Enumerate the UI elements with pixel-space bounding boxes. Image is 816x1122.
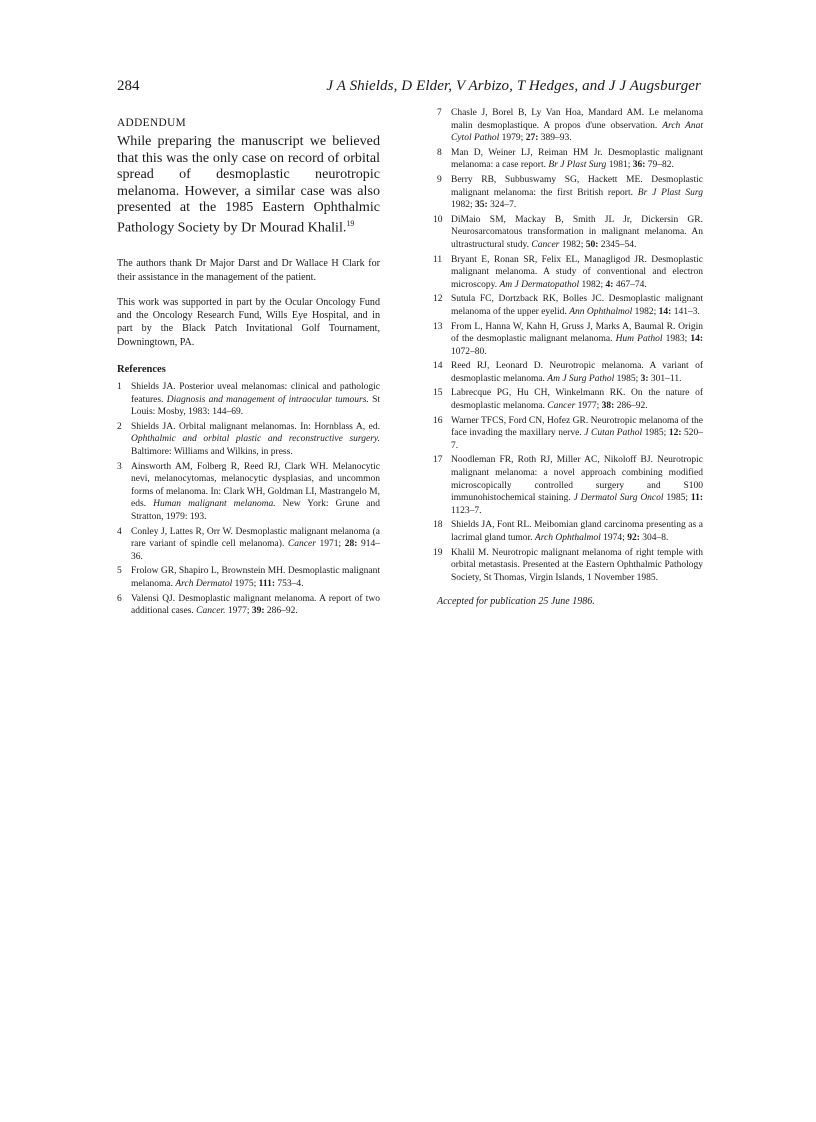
reference-number: 15 — [433, 388, 443, 399]
reference-item — [117, 593, 380, 618]
reference-vol: 111: — [258, 578, 275, 589]
running-head-authors: J A Shields, D Elder, V Arbizo, T Hedges, and J J Augsburger — [326, 78, 701, 94]
reference-post: St Louis: Mosby, 1983: 144–69. — [131, 394, 380, 418]
accepted-date: Accepted for publication 25 June 1986. — [437, 596, 595, 608]
reference-pages: 2345–54. — [598, 239, 637, 250]
reference-pre: Shields JA. Posterior uveal melanomas: clinical and pathologic features. — [131, 382, 380, 405]
reference-number: 4 — [117, 526, 122, 537]
reference-pre: Chasle J, Borel B, Ly Van Hoa, Mandard AM. Le melanoma malin desmoplastique. A propos d'une observation. — [451, 108, 703, 131]
reference-post: 1982; — [451, 200, 476, 211]
reference-it: Cancer — [547, 401, 576, 412]
reference-post: 1985; — [642, 428, 669, 439]
reference-pre: Valensi QJ. Desmoplastic malignant melanoma. A report of two additional cases. — [131, 593, 380, 617]
reference-item — [433, 454, 704, 517]
reference-vol: 4: — [605, 279, 614, 290]
reference-pages: 286–92. — [264, 606, 298, 617]
funding-statement: This work was supported in part by the Ocular Oncology Fund and the Oncology Research Fund, Wills Eye Hospital, and in part by the Black Patch Invitational Golf Tournament, Downingtown, PA. — [117, 296, 380, 348]
reference-it: Arch Dermatol — [175, 578, 233, 589]
reference-pre: Berry RB, Subbuswamy SG, Hackett ME. Desmoplastic malignant melanoma: the first British report. — [451, 174, 703, 198]
reference-it: Ann Ophthalmol — [569, 306, 633, 317]
reference-post: 1977; — [225, 606, 252, 617]
reference-it: Am J Surg Pathol — [547, 373, 615, 384]
reference-it: Br J Plast Surg — [637, 187, 703, 198]
reference-item — [433, 547, 703, 585]
reference-post: 1985; — [614, 373, 641, 384]
reference-post: New York: Grune and Stratton, 1979: 193. — [131, 499, 380, 522]
reference-pre: Noodleman FR, Roth RJ, Miller AC, Nikoloff BJ. Neurotropic malignant melanoma: a novel approach combining modified microscopically controlled surgery and S100 immunohistochemical staining. — [451, 455, 703, 504]
reference-post: 1981; — [606, 160, 633, 171]
reference-list-right — [433, 107, 704, 584]
reference-pages: 1123–7. — [451, 505, 482, 516]
page-number: 284 — [117, 78, 140, 94]
reference-number: 8 — [437, 147, 442, 158]
reference-item — [433, 387, 703, 412]
reference-pre: Bryant E, Ronan SR, Felix EL, Managligod JR. Desmoplastic malignant melanoma. A study of conventional and electron microscopy. — [451, 254, 703, 290]
reference-it: Cancer. — [196, 606, 226, 617]
reference-item — [117, 421, 380, 459]
reference-pre: Shields JA, Font RL. Meibomian gland carcinoma presenting as a lacrimal gland tumor. — [451, 520, 703, 543]
addendum-citation: 19 — [346, 218, 355, 228]
reference-item — [433, 254, 703, 292]
reference-number: 2 — [117, 421, 122, 432]
reference-pages: 753–4. — [275, 578, 304, 589]
reference-item — [117, 381, 380, 419]
reference-vol: 11: — [690, 493, 704, 504]
reference-it: J Dermatol Surg Oncol — [573, 493, 664, 504]
reference-pre: Khalil M. Neurotropic malignant melanoma of right temple with orbital metastasis. Presented at the Eastern Ophthalmic Pathology Society, St Thomas, Virgin Islands, 1 November 1985. — [451, 547, 703, 583]
reference-vol: 38: — [601, 401, 615, 412]
reference-pre: Reed RJ, Leonard D. Neurotropic melanoma. A variant of desmoplastic melanoma. — [451, 361, 703, 384]
reference-number: 9 — [437, 174, 442, 185]
reference-pre: Man D, Weiner LJ, Reiman HM Jr. Desmoplastic malignant melanoma: a case report. — [451, 147, 703, 171]
page-header — [117, 78, 701, 100]
reference-item — [117, 461, 380, 524]
reference-pages: 467–74. — [613, 279, 647, 290]
reference-vol: 36: — [632, 160, 646, 171]
reference-pre: Frolow GR, Shapiro L, Brownstein MH. Desmoplastic malignant melanoma. — [131, 566, 380, 589]
reference-post: 1977; — [575, 401, 602, 412]
reference-it: Arch Ophthalmol — [534, 533, 601, 543]
reference-number: 18 — [433, 520, 443, 531]
reference-item — [433, 360, 703, 385]
reference-pages: 141–3. — [671, 306, 700, 317]
reference-it: Hum Pathol — [615, 334, 663, 345]
reference-number: 17 — [433, 455, 443, 466]
reference-vol: 35: — [475, 200, 488, 211]
reference-vol: 12: — [668, 428, 682, 439]
reference-pre: DiMaio SM, Mackay B, Smith JL Jr, Dickersin GR. Neurosarcomatous transformation in malignant melanoma. An ultrastructural study. — [451, 214, 703, 250]
reference-pre: From L, Hanna W, Kahn H, Gruss J, Marks A, Baumal R. Origin of the desmoplastic malignant melanoma. — [451, 321, 703, 345]
reference-pre: Sutula FC, Dortzback RK, Bolles JC. Desmoplastic malignant melanoma of the upper eyelid. — [451, 294, 703, 317]
reference-it: Br J Plast Surg — [548, 160, 607, 171]
reference-vol: 3: — [640, 373, 649, 384]
reference-item — [117, 526, 380, 564]
reference-pre: Warner TFCS, Ford CN, Hofez GR. Neurotropic melanoma of the face invading the maxillary nerve. — [451, 415, 703, 439]
reference-it: Cancer — [531, 239, 560, 250]
reference-pages: 389–93. — [538, 133, 572, 144]
reference-item — [433, 293, 703, 318]
reference-number: 14 — [433, 361, 443, 372]
reference-list-left — [117, 381, 380, 618]
reference-pre: Shields JA. Orbital malignant melanomas. In: Hornblass A, ed. — [131, 421, 380, 432]
reference-pages: 520–7. — [451, 428, 704, 451]
reference-pages: 79–82. — [645, 160, 674, 171]
reference-vol: 14: — [690, 334, 703, 345]
reference-item — [433, 214, 703, 252]
reference-item — [433, 415, 704, 453]
reference-pre: Conley J, Lattes R, Orr W. Desmoplastic malignant melanoma (a rare variant of spindle cell melanoma). — [131, 526, 380, 550]
reference-vol: 27: — [525, 133, 539, 144]
reference-it: Am J Dermatopathol — [499, 279, 580, 290]
reference-it: Diagnosis and management of intraocular tumours. — [166, 394, 369, 405]
reference-number: 16 — [433, 415, 443, 426]
reference-number: 12 — [433, 294, 443, 305]
reference-number: 13 — [433, 321, 443, 332]
reference-number: 19 — [433, 547, 443, 558]
acknowledgement: The authors thank Dr Major Darst and Dr Wallace H Clark for their assistance in the management of the patient. — [117, 258, 380, 283]
reference-post: Baltimore: Williams and Wilkins, in press. — [131, 447, 293, 457]
reference-post: 1975; — [232, 578, 259, 589]
reference-number: 5 — [117, 566, 122, 577]
reference-it: Ophthalmic and orbital plastic and reconstructive surgery. — [131, 434, 380, 445]
reference-pre: Ainsworth AM, Folberg R, Reed RJ, Clark WH. Melanocytic nevi, melanocytomas, melanocytic dysplasias, and uncommon forms of melanoma. In: Clark WH, Goldman LI, Mastrangelo M, eds. — [131, 461, 380, 510]
reference-post: 1971; — [315, 539, 345, 550]
reference-it: Human malignant melanoma. — [153, 499, 276, 510]
reference-post: 1983; — [662, 334, 691, 345]
reference-number: 3 — [117, 461, 122, 472]
reference-vol: 28: — [344, 539, 358, 550]
reference-item — [433, 321, 703, 359]
reference-pages: 304–8. — [639, 533, 669, 543]
reference-item — [437, 147, 703, 172]
reference-post: 1979; — [499, 133, 526, 144]
reference-vol: 50: — [585, 239, 599, 250]
reference-item — [437, 174, 703, 212]
reference-post: 1982; — [632, 306, 659, 317]
reference-number: 1 — [117, 382, 122, 393]
reference-it: Cancer — [287, 539, 316, 550]
reference-number: 11 — [433, 254, 443, 265]
left-column — [117, 117, 380, 620]
reference-it: Arch Anat Cytol Pathol — [451, 120, 703, 144]
reference-number: 10 — [433, 214, 443, 225]
reference-pages: 914–36. — [131, 539, 381, 562]
reference-pages: 324–7. — [487, 200, 517, 211]
reference-it: J Cutan Pathol — [584, 428, 643, 439]
reference-post: 1974; — [600, 533, 628, 543]
right-column — [433, 107, 704, 608]
reference-pre: Labrecque PG, Hu CH, Winkelmann RK. On the nature of desmoplastic melanoma. — [451, 388, 703, 412]
reference-pages: 1072–80. — [451, 346, 487, 357]
reference-pages: 286–92. — [614, 401, 648, 412]
reference-number: 6 — [117, 593, 122, 604]
reference-item — [117, 565, 380, 590]
addendum-heading: ADDENDUM — [117, 117, 187, 129]
reference-vol: 92: — [627, 533, 640, 543]
reference-pages: 301–11. — [648, 373, 682, 384]
reference-post: 1985; — [663, 493, 691, 504]
reference-post: 1982; — [579, 279, 606, 290]
reference-number: 7 — [437, 108, 442, 118]
reference-item — [437, 107, 703, 145]
addendum-text: While preparing the manuscript we believed that this was the only case on record of orbital spread of desmoplastic neurotropic melanoma. However, a similar case was also presented at the 1985 Eastern Ophthalmic Pathology Society by Dr Mourad Khalil.$^{19}$ — [117, 133, 380, 236]
reference-item — [433, 519, 703, 544]
reference-vol: 39: — [251, 606, 265, 617]
references-heading: References — [117, 364, 166, 376]
reference-vol: 14: — [658, 306, 672, 317]
reference-post: 1982; — [559, 239, 586, 250]
